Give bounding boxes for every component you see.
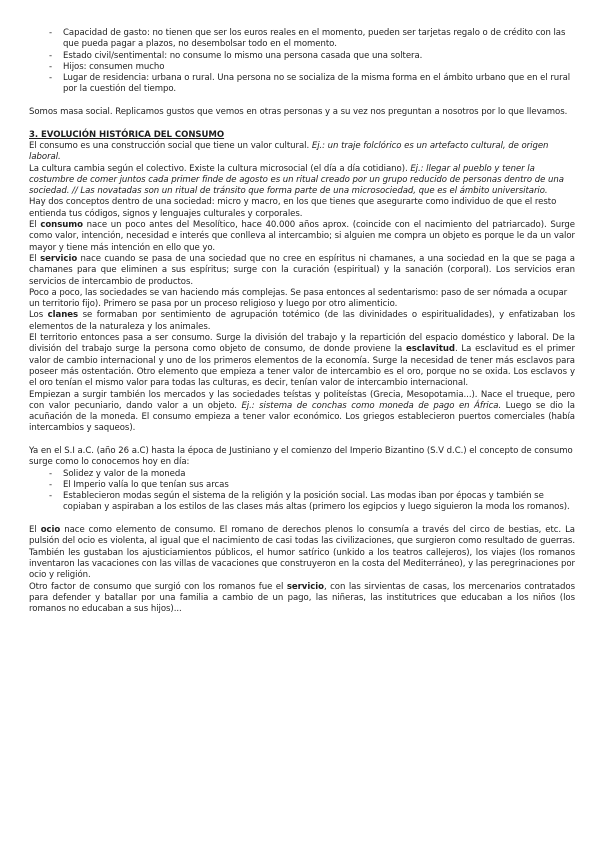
list-item: - Lugar de residencia: urbana o rural. Una persona no se socializa de la misma forma en el ámbito urbano que en el rural por la cuestión del tiempo. bbox=[29, 73, 575, 96]
paragraph: Empiezan a surgir también los mercados y las sociedades teístas y politeístas (Grecia, Mesopotamia...). Nace el trueque, pero con valor pecuniario, dando valor a un objeto. Ej.: sistema de conchas como moneda de pago en África. Luego se dio la acuñación de la moneda. El consumo empieza a tener valor económico. Los griegos establecieron puertos comerciales (había intercambios y saqueos). bbox=[29, 389, 575, 434]
paragraph: El consumo es una construcción social que tiene un valor cultural. Ej.: un traje folclórico es un artefacto cultural, de origen laboral. bbox=[29, 140, 549, 163]
list-item: - Establecieron modas según el sistema de la religión y la posición social. Las modas iban por épocas y también se copiaban y aspiraban a los estilos de las clases más altas (primero los egipcios y luego siguieron la moda los romanos). bbox=[29, 491, 575, 514]
paragraph: Los clanes se formaban por sentimiento de agrupación totémico (de las divinidades o espiritualidades), y enfatizaban los elementos de la naturaleza y los animales. bbox=[29, 310, 576, 332]
list-item: - El Imperio valía lo que tenían sus arcas bbox=[29, 480, 575, 491]
paragraph: El consumo nace un poco antes del Mesolítico, hace 40.000 años aprox. (coincide con el nacimiento del patriarcado). Surge como valor, intención, necesidad e interés que conlleva al intercambio; si alguien me compra un objeto es porque le da un valor mayor y tiene más intención en ello que yo. bbox=[29, 220, 575, 253]
list-item: - Solidez y valor de la moneda bbox=[29, 469, 575, 480]
paragraph: Hay dos conceptos dentro de una sociedad: micro y macro, en los que tienes que asegurarte como individuo de que el resto entienda tus códigos, signos y lenguajes culturales y corporales. bbox=[29, 197, 557, 219]
paragraph: Ya en el S.I a.C. (año 26 a.C) hasta la época de Justiniano y el comienzo del Imperio Bizantino (S.V d.C.) el concepto de consumo surge como lo conocemos hoy en día: bbox=[29, 445, 573, 468]
document-page bbox=[29, 0, 575, 615]
paragraph: Poco a poco, las sociedades se van haciendo más complejas. Se pasa entonces al sedentarismo: paso de ser nómada a ocupar un territorio fijo). Primero se pasa por un proceso religioso y luego por otro alimenticio. bbox=[29, 287, 568, 310]
section-heading: 3. EVOLUCIÓN HISTÓRICA DEL CONSUMO bbox=[29, 129, 225, 140]
paragraph: El servicio nace cuando se pasa de una sociedad que no cree en espíritus ni chamanes, a una sociedad en la que se paga a chamanes para que eliminen a sus espíritus; surge con la curación (espiritual) y la sanación (corporal). Los servicios eran servicios de intercambio de productos. bbox=[29, 253, 575, 287]
top-list bbox=[29, 28, 575, 96]
mid-list bbox=[29, 469, 575, 514]
list-item: - Capacidad de gasto: no tienen que ser los euros reales en el momento, pueden ser tarjetas regalo o de crédito con las que pueda pagar a plazos, no desembolsar todo en el momento. bbox=[29, 28, 575, 51]
list-item: - Hijos: consumen mucho bbox=[29, 62, 575, 73]
list-item: - Estado civil/sentimental: no consume lo mismo una persona casada que una soltera. bbox=[29, 51, 575, 62]
paragraph: El territorio entonces pasa a ser consumo. Surge la división del trabajo y la repartición del espacio doméstico y laboral. De la división del trabajo surge la persona como objeto de consumo, de donde proviene la esclavitud. La esclavitud es el primer valor de cambio internacional y uno de los primeros elementos de la economía. Surge la necesidad de tener más esclavos para poseer más ostentación. Otro elemento que empieza a tener valor de intercambio es el oro, porque no se oxida. Los esclavos y el oro tenían el mismo valor para todas las culturas, es decir, tenían valor de intercambio internacional. bbox=[29, 333, 575, 389]
paragraph: Otro factor de consumo que surgió con los romanos fue el servicio, con las sirvientas de casas, los mercenarios contratados para defender y batallar por una familia a cambio de un pago, las niñeras, las institutrices que educaban a los niños (los romanos no educaban a sus hijos)... bbox=[29, 581, 575, 615]
paragraph: La cultura cambia según el colectivo. Existe la cultura microsocial (el día a día cotidiano). Ej.: llegar al pueblo y tener la costumbre de comer juntos cada primer finde de agosto es un ritual creado por un grupo reducido de personas dentro de una sociedad. // Las novatadas son un ritual de tránsito que forma parte de una microsociedad, que es el ámbito universitario. bbox=[29, 163, 564, 197]
paragraph: El ocio nace como elemento de consumo. El romano de derechos plenos lo consumía a través del circo de bestias, etc. La pulsión del ocio es violenta, al igual que el nacimiento de casi todas las civilizaciones, que surgieron como resultado de guerras. También les gustaban los ajusticiamientos públicos, el humor satírico (unkido a los teatros callejeros), los viajes (los romanos inventaron las vacaciones con las villas de vacaciones que construyeron en la costa del Mediterráneo), y las peregrinaciones por ocio y religión. bbox=[29, 525, 575, 581]
paragraph: Somos masa social. Replicamos gustos que vemos en otras personas y a su vez nos preguntan a nosotros por lo que llevamos. bbox=[29, 107, 568, 118]
